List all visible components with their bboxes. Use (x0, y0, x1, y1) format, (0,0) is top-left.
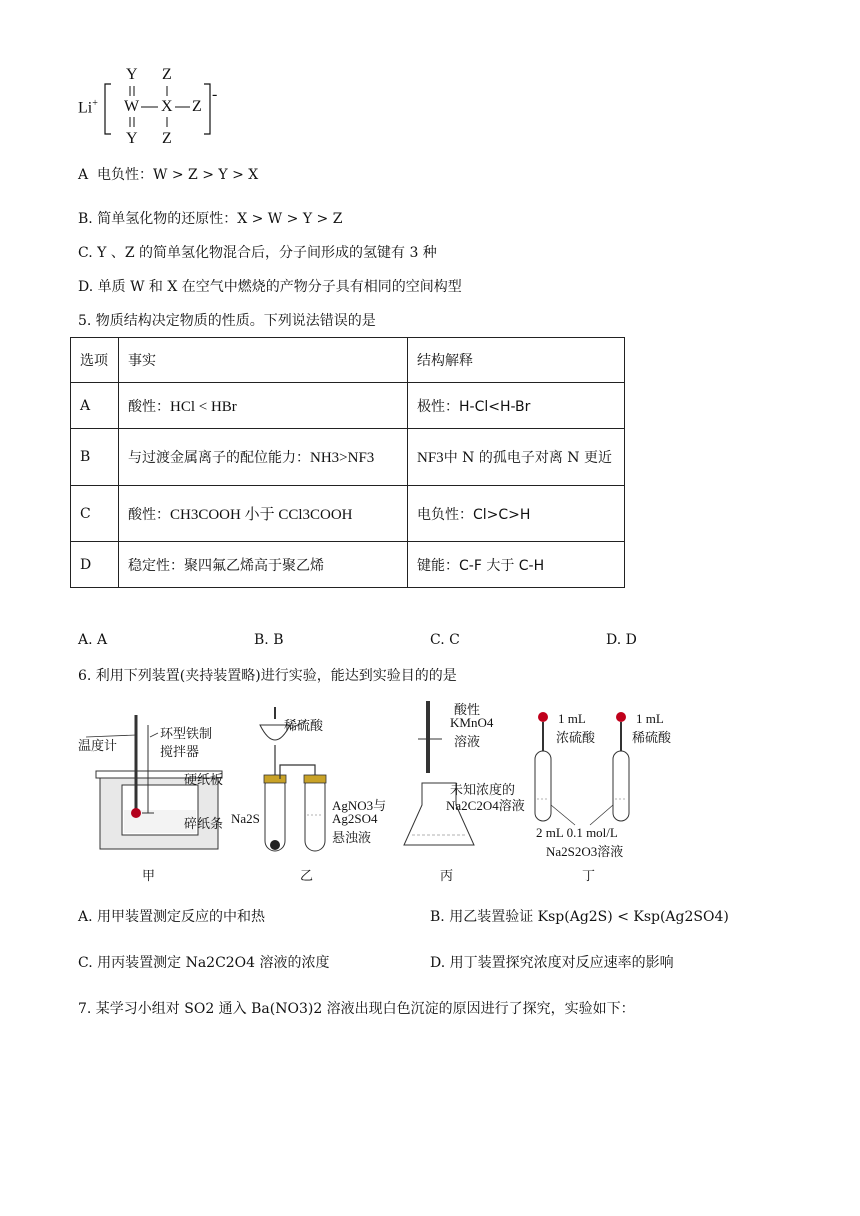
lithium-cation: Li+ (78, 98, 98, 117)
atom-x: X (161, 98, 173, 115)
header-explanation: 结构解释 (408, 338, 625, 383)
label-jia: 甲 (142, 869, 156, 884)
q5-stem: 5. 物质结构决定物质的性质。下列说法错误的是 (78, 313, 376, 329)
label-ag2so4: Ag2SO4 (332, 811, 378, 826)
q6-option-c: C. 用丙装置测定 Na2C2O4 溶液的浓度 (78, 955, 330, 971)
label-1ml-a: 1 mL (558, 711, 586, 726)
q5-choice-d: D. D (606, 632, 637, 648)
label-na2s: Na2S (231, 811, 260, 826)
q5-choice-c: C. C (430, 632, 460, 648)
row-fact: 酸性：HCl < HBr (119, 383, 408, 429)
label-stirrer-2: 搅拌器 (160, 745, 200, 760)
label-thiosulfate: Na2S2O3溶液 (546, 844, 624, 859)
anion-structure (78, 64, 228, 154)
atom-y-bottom: Y (126, 130, 138, 147)
q4-option-b: B. 简单氢化物的还原性：X > W > Y > Z (78, 211, 343, 227)
row-option: A (71, 383, 119, 429)
label-thermometer: 温度计 (78, 739, 118, 754)
q6-option-b: B. 用乙装置验证 Ksp(Ag2S) < Ksp(Ag2SO4) (430, 909, 729, 925)
bond-lines (78, 64, 228, 154)
q6-stem: 6. 利用下列装置(夹持装置略)进行实验，能达到实验目的的是 (78, 668, 457, 684)
row-explanation: 极性：H-Cl<H-Br (408, 383, 625, 429)
label-stirrer-1: 环型铁制 (160, 727, 213, 742)
label-cardboard: 硬纸板 (184, 773, 224, 788)
table-row (71, 542, 625, 588)
label-paper-scraps: 碎纸条 (184, 817, 224, 832)
row-explanation: NF3中 N 的孤电子对离 N 更近 (408, 429, 625, 486)
atom-y-top: Y (126, 66, 138, 83)
label-conc-acid: 浓硫酸 (556, 731, 596, 746)
label-acidic: 酸性 (454, 703, 481, 718)
atom-z-right: Z (192, 98, 202, 115)
apparatus-figure (70, 695, 710, 885)
row-explanation: 键能：C-F 大于 C-H (408, 542, 625, 588)
q6-option-a: A. 用甲装置测定反应的中和热 (78, 909, 266, 925)
table-row (71, 486, 625, 542)
label-na2c2o4: Na2C2O4溶液 (446, 798, 525, 813)
q7-stem: 7. 某学习小组对 SO2 通入 Ba(NO3)2 溶液出现白色沉淀的原因进行了探究，实验如下： (78, 1001, 635, 1017)
row-option: B (71, 429, 119, 486)
atom-w: W (124, 98, 140, 115)
table-row (71, 383, 625, 429)
label-agno3: AgNO3与 (332, 798, 387, 813)
row-option: D (71, 542, 119, 588)
label-thio-conc: 2 mL 0.1 mol/L (536, 825, 618, 840)
anion-charge: - (212, 86, 218, 103)
row-fact: 稳定性：聚四氟乙烯高于聚乙烯 (119, 542, 408, 588)
label-dilute-acid: 稀硫酸 (284, 719, 324, 734)
q4-option-c: C. Y 、Z 的简单氢化物混合后，分子间形成的氢键有 3 种 (78, 245, 437, 261)
q4-option-d: D. 单质 W 和 X 在空气中燃烧的产物分子具有相同的空间构型 (78, 279, 462, 295)
label-solution: 溶液 (454, 735, 481, 750)
label-yi: 乙 (300, 869, 314, 884)
q5-choice-b: B. B (254, 632, 284, 648)
label-unknown-conc: 未知浓度的 (450, 783, 516, 798)
label-suspension: 悬浊液 (332, 831, 372, 846)
q5-choice-a: A. A (78, 632, 108, 648)
row-fact: 与过渡金属离子的配位能力：NH3>NF3 (119, 429, 408, 486)
label-bing: 丙 (440, 869, 454, 884)
atom-z-top: Z (162, 66, 172, 83)
q6-option-d: D. 用丁装置探究浓度对反应速率的影响 (430, 955, 674, 971)
label-1ml-b: 1 mL (636, 711, 664, 726)
row-option: C (71, 486, 119, 542)
q5-table (70, 337, 625, 588)
label-kmno4: KMnO4 (450, 715, 494, 730)
label-dil-acid: 稀硫酸 (632, 731, 672, 746)
label-ding: 丁 (582, 869, 596, 884)
row-explanation: 电负性：Cl>C>H (408, 486, 625, 542)
header-option: 选项 (71, 338, 119, 383)
q4-option-a: A 电负性：W > Z > Y > X (78, 167, 259, 183)
header-fact: 事实 (119, 338, 408, 383)
atom-z-bottom: Z (162, 130, 172, 147)
row-fact: 酸性：CH3COOH 小于 CCl3COOH (119, 486, 408, 542)
table-row (71, 429, 625, 486)
table-header-row (71, 338, 625, 383)
